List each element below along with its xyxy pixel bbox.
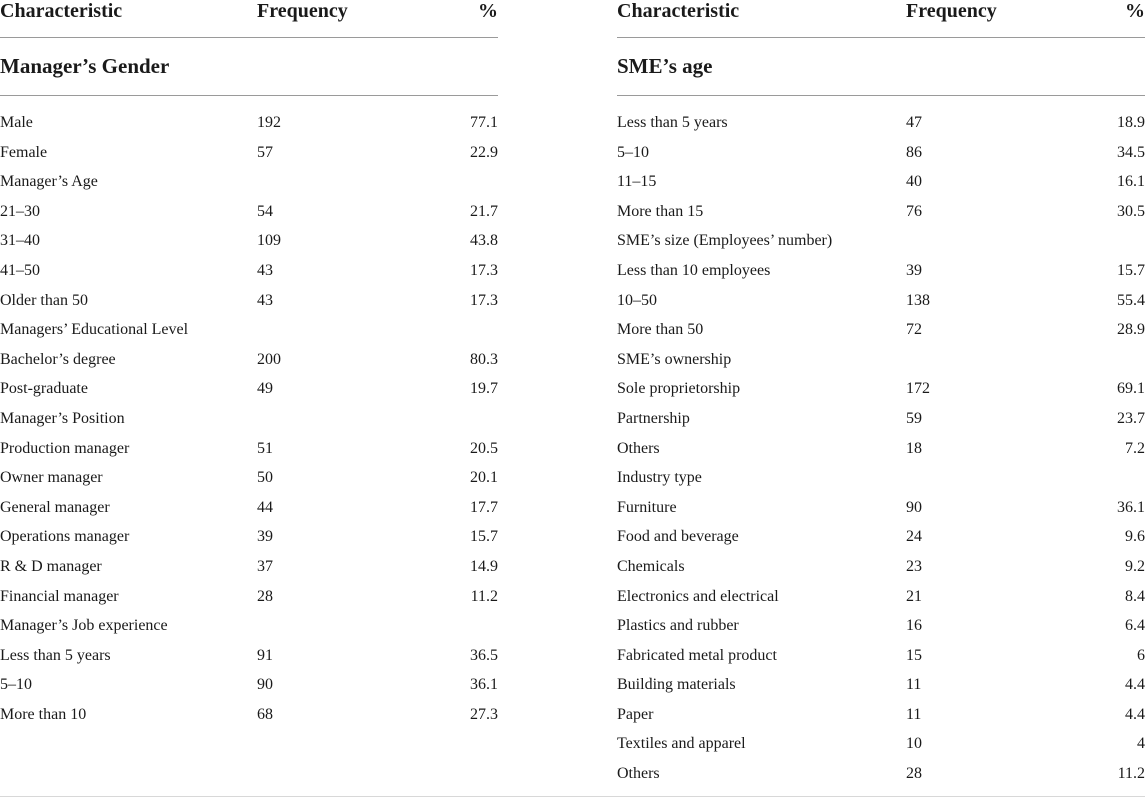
table-row bbox=[617, 611, 1145, 641]
cell-characteristic: Sole proprietorship bbox=[617, 380, 741, 398]
cell-frequency: 86 bbox=[906, 143, 922, 161]
left-header-row bbox=[0, 0, 498, 38]
cell-frequency: 59 bbox=[906, 409, 922, 427]
table-row bbox=[617, 345, 1145, 375]
cell-percent: 11.2 bbox=[470, 587, 498, 605]
cell-percent: 14.9 bbox=[470, 557, 498, 575]
cell-frequency: 11 bbox=[906, 676, 922, 694]
table-row bbox=[0, 404, 498, 434]
cell-characteristic: Owner manager bbox=[0, 469, 103, 487]
cell-frequency: 90 bbox=[257, 676, 273, 694]
table-row bbox=[617, 226, 1145, 256]
cell-characteristic: Chemicals bbox=[617, 557, 685, 575]
cell-frequency: 39 bbox=[906, 261, 922, 279]
cell-characteristic: Bachelor’s degree bbox=[0, 350, 116, 368]
cell-characteristic: 10–50 bbox=[617, 291, 657, 309]
cell-frequency: 76 bbox=[906, 202, 922, 220]
cell-characteristic: Others bbox=[617, 765, 660, 783]
cell-characteristic: Building materials bbox=[617, 676, 736, 694]
section-title: SME’s age bbox=[617, 54, 713, 78]
cell-frequency: 37 bbox=[257, 557, 273, 575]
cell-frequency: 47 bbox=[906, 114, 922, 131]
header-characteristic: Characteristic bbox=[0, 0, 123, 22]
cell-frequency: 18 bbox=[906, 439, 922, 457]
cell-frequency: 23 bbox=[906, 557, 922, 575]
cell-percent: 21.7 bbox=[470, 202, 498, 220]
cell-frequency: 109 bbox=[257, 232, 281, 250]
cell-percent: 20.5 bbox=[470, 439, 498, 457]
cell-characteristic: Manager’s Position bbox=[0, 409, 125, 427]
left-section-row bbox=[0, 38, 498, 96]
cell-frequency: 44 bbox=[257, 498, 273, 516]
cell-frequency: 15 bbox=[906, 646, 922, 664]
cell-characteristic: Fabricated metal product bbox=[617, 646, 777, 664]
cell-frequency: 68 bbox=[257, 705, 273, 723]
table-row bbox=[617, 582, 1145, 612]
cell-percent: 9.2 bbox=[1125, 557, 1145, 575]
header-percent: % bbox=[478, 0, 498, 22]
table-row bbox=[617, 374, 1145, 404]
cell-characteristic: General manager bbox=[0, 498, 110, 516]
cell-characteristic: Female bbox=[0, 143, 48, 161]
cell-frequency: 28 bbox=[906, 765, 922, 783]
cell-percent: 6.4 bbox=[1125, 617, 1145, 635]
table-row bbox=[0, 108, 498, 138]
cell-percent: 20.1 bbox=[470, 469, 498, 487]
table-row bbox=[617, 463, 1145, 493]
table-row bbox=[0, 522, 498, 552]
cell-characteristic: Less than 5 years bbox=[0, 646, 111, 664]
table-row bbox=[0, 256, 498, 286]
cell-characteristic: 41–50 bbox=[0, 261, 40, 279]
table-row bbox=[617, 729, 1145, 759]
cell-frequency: 21 bbox=[906, 587, 922, 605]
table-row bbox=[0, 138, 498, 168]
table-row bbox=[0, 463, 498, 493]
table-row bbox=[617, 641, 1145, 671]
cell-characteristic: Post-graduate bbox=[0, 380, 88, 398]
cell-percent: 19.7 bbox=[470, 380, 498, 398]
cell-percent: 36.5 bbox=[470, 646, 498, 664]
table-row bbox=[617, 552, 1145, 582]
cell-frequency: 51 bbox=[257, 439, 273, 457]
cell-percent: 15.7 bbox=[1117, 261, 1145, 279]
table-row bbox=[0, 493, 498, 523]
cell-percent: 22.9 bbox=[470, 143, 498, 161]
cell-percent: 18.9 bbox=[1117, 114, 1145, 131]
cell-frequency: 54 bbox=[257, 202, 273, 220]
table-row bbox=[0, 700, 498, 730]
header-frequency: Frequency bbox=[906, 0, 997, 22]
cell-frequency: 138 bbox=[906, 291, 930, 309]
bottom-rule bbox=[0, 796, 1145, 797]
table-row bbox=[617, 286, 1145, 316]
cell-frequency: 40 bbox=[906, 173, 922, 191]
cell-characteristic: Paper bbox=[617, 705, 654, 723]
cell-frequency: 49 bbox=[257, 380, 273, 398]
cell-frequency: 200 bbox=[257, 350, 281, 368]
header-frequency: Frequency bbox=[257, 0, 348, 22]
table-row bbox=[0, 670, 498, 700]
cell-characteristic: Textiles and apparel bbox=[617, 735, 746, 753]
cell-characteristic: More than 10 bbox=[0, 705, 87, 723]
table-row bbox=[617, 434, 1145, 464]
cell-percent: 27.3 bbox=[470, 705, 498, 723]
cell-frequency: 39 bbox=[257, 528, 273, 546]
cell-percent: 6 bbox=[1137, 646, 1145, 664]
cell-frequency: 43 bbox=[257, 261, 273, 279]
cell-frequency: 10 bbox=[906, 735, 922, 753]
table-row bbox=[617, 108, 1145, 138]
cell-percent: 9.6 bbox=[1125, 528, 1145, 546]
table-row bbox=[0, 197, 498, 227]
table-row bbox=[617, 167, 1145, 197]
cell-frequency: 172 bbox=[906, 380, 930, 398]
table-row bbox=[0, 167, 498, 197]
table-row bbox=[617, 522, 1145, 552]
cell-frequency: 28 bbox=[257, 587, 273, 605]
cell-frequency: 11 bbox=[906, 705, 922, 723]
cell-characteristic: Older than 50 bbox=[0, 291, 88, 309]
cell-characteristic: 11–15 bbox=[617, 173, 657, 191]
cell-characteristic: More than 50 bbox=[617, 321, 704, 339]
cell-characteristic: Others bbox=[617, 439, 660, 457]
left-table bbox=[0, 0, 498, 729]
table-row bbox=[617, 404, 1145, 434]
table-row bbox=[0, 582, 498, 612]
header-percent: % bbox=[1125, 0, 1145, 22]
cell-characteristic: Furniture bbox=[617, 498, 677, 516]
cell-percent: 17.7 bbox=[470, 498, 498, 516]
cell-characteristic: 5–10 bbox=[617, 143, 649, 161]
cell-frequency: 24 bbox=[906, 528, 922, 546]
cell-characteristic: Managers’ Educational Level bbox=[0, 321, 189, 339]
cell-percent: 8.4 bbox=[1125, 587, 1145, 605]
cell-characteristic: Electronics and electrical bbox=[617, 587, 779, 605]
cell-characteristic: Less than 5 years bbox=[617, 114, 728, 131]
cell-percent: 77.1 bbox=[470, 114, 498, 131]
table-row bbox=[0, 611, 498, 641]
table-row bbox=[0, 641, 498, 671]
cell-percent: 17.3 bbox=[470, 291, 498, 309]
cell-characteristic: Financial manager bbox=[0, 587, 119, 605]
table-row bbox=[0, 345, 498, 375]
cell-percent: 4.4 bbox=[1125, 705, 1145, 723]
cell-percent: 16.1 bbox=[1117, 173, 1145, 191]
table-row bbox=[617, 315, 1145, 345]
cell-characteristic: Industry type bbox=[617, 469, 702, 487]
cell-characteristic: Male bbox=[0, 114, 33, 131]
table-row bbox=[0, 286, 498, 316]
table-row bbox=[617, 256, 1145, 286]
cell-characteristic: Operations manager bbox=[0, 528, 130, 546]
cell-frequency: 91 bbox=[257, 646, 273, 664]
cell-percent: 17.3 bbox=[470, 261, 498, 279]
cell-percent: 80.3 bbox=[470, 350, 498, 368]
table-row bbox=[617, 197, 1145, 227]
cell-frequency: 43 bbox=[257, 291, 273, 309]
cell-characteristic: More than 15 bbox=[617, 202, 704, 220]
table-row bbox=[617, 138, 1145, 168]
cell-percent: 7.2 bbox=[1125, 439, 1145, 457]
right-header-row bbox=[617, 0, 1145, 38]
table-row bbox=[617, 700, 1145, 730]
header-characteristic: Characteristic bbox=[617, 0, 740, 22]
cell-percent: 11.2 bbox=[1117, 765, 1145, 783]
cell-characteristic: Manager’s Age bbox=[0, 173, 98, 191]
right-rows bbox=[617, 96, 1145, 789]
right-table bbox=[617, 0, 1145, 789]
table-row bbox=[617, 670, 1145, 700]
cell-characteristic: 31–40 bbox=[0, 232, 40, 250]
cell-percent: 34.5 bbox=[1117, 143, 1145, 161]
cell-frequency: 16 bbox=[906, 617, 922, 635]
cell-percent: 36.1 bbox=[470, 676, 498, 694]
cell-percent: 4.4 bbox=[1125, 676, 1145, 694]
cell-characteristic: SME’s ownership bbox=[617, 350, 732, 368]
cell-percent: 4 bbox=[1137, 735, 1145, 753]
cell-frequency: 57 bbox=[257, 143, 273, 161]
right-section-row bbox=[617, 38, 1145, 96]
left-rows bbox=[0, 96, 498, 729]
table-row bbox=[0, 226, 498, 256]
cell-characteristic: 21–30 bbox=[0, 202, 40, 220]
cell-frequency: 192 bbox=[257, 114, 281, 131]
cell-characteristic: Food and beverage bbox=[617, 528, 739, 546]
cell-characteristic: Production manager bbox=[0, 439, 130, 457]
cell-frequency: 50 bbox=[257, 469, 273, 487]
cell-characteristic: Manager’s Job experience bbox=[0, 617, 168, 635]
cell-characteristic: Plastics and rubber bbox=[617, 617, 739, 635]
cell-percent: 15.7 bbox=[470, 528, 498, 546]
cell-percent: 55.4 bbox=[1117, 291, 1145, 309]
table-row bbox=[0, 434, 498, 464]
cell-characteristic: Less than 10 employees bbox=[617, 261, 771, 279]
table-row bbox=[617, 493, 1145, 523]
cell-characteristic: R & D manager bbox=[0, 557, 102, 575]
cell-frequency: 72 bbox=[906, 321, 922, 339]
table-row bbox=[0, 374, 498, 404]
cell-percent: 28.9 bbox=[1117, 321, 1145, 339]
cell-characteristic: 5–10 bbox=[0, 676, 32, 694]
cell-percent: 69.1 bbox=[1117, 380, 1145, 398]
cell-percent: 43.8 bbox=[470, 232, 498, 250]
cell-percent: 36.1 bbox=[1117, 498, 1145, 516]
cell-characteristic: SME’s size (Employees’ number) bbox=[617, 232, 833, 250]
cell-frequency: 90 bbox=[906, 498, 922, 516]
table-row bbox=[0, 552, 498, 582]
section-title: Manager’s Gender bbox=[0, 54, 170, 78]
cell-characteristic: Partnership bbox=[617, 409, 690, 427]
table-row bbox=[0, 315, 498, 345]
table-row bbox=[617, 759, 1145, 789]
cell-percent: 30.5 bbox=[1117, 202, 1145, 220]
cell-percent: 23.7 bbox=[1117, 409, 1145, 427]
